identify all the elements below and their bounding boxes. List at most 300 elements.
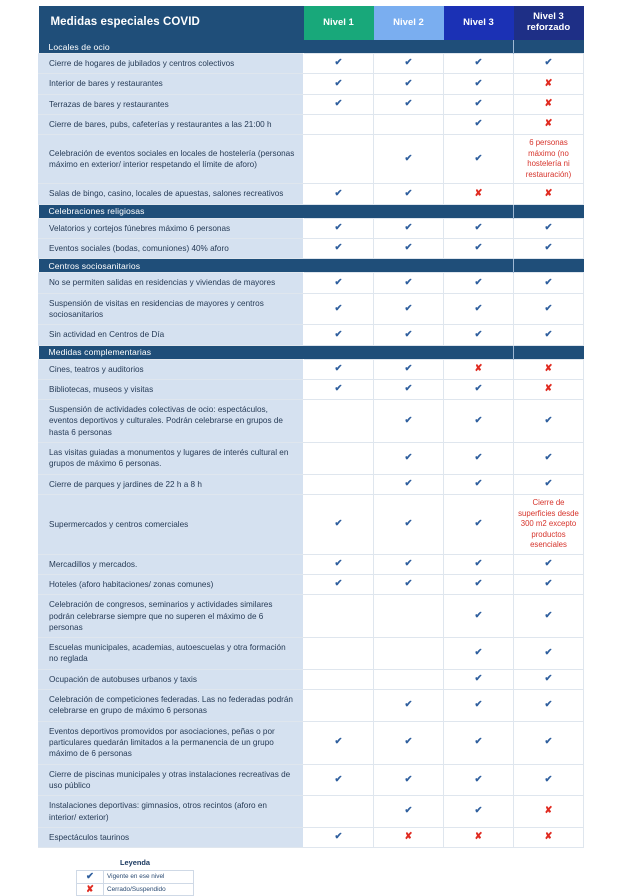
column-header-nivel-3: Nivel 3 [444, 6, 514, 40]
measure-value-cell [444, 474, 514, 494]
cell-text [517, 700, 580, 711]
measure-value-cell [514, 54, 584, 74]
measure-value-cell [374, 669, 444, 689]
check-icon: ✔ [334, 187, 343, 199]
cross-icon: ✘ [404, 831, 413, 843]
cell-text [377, 519, 440, 530]
check-icon: ✔ [334, 383, 343, 395]
cross-icon: ✘ [544, 383, 553, 395]
check-icon: ✔ [474, 518, 483, 530]
cell-text [307, 519, 370, 530]
measure-value-cell [374, 184, 444, 204]
measure-value-cell [304, 359, 374, 379]
measure-value-cell [514, 595, 584, 638]
section-title: Locales de ocio [39, 40, 514, 54]
measure-value-cell [374, 359, 444, 379]
check-icon: ✔ [404, 518, 413, 530]
table-body [39, 40, 584, 848]
measure-value-cell [374, 54, 444, 74]
check-icon: ✔ [404, 276, 413, 288]
cell-text [307, 189, 370, 200]
measure-value-cell [444, 184, 514, 204]
section-title: Centros sociosanitarios [39, 259, 514, 273]
table-row [39, 827, 584, 847]
measure-label: Eventos deportivos promovidos por asociaciones, peñas o por particulares quedarán limitados a la permanencia de un grupo máximo de 6 personas [39, 721, 304, 764]
check-icon: ✔ [544, 673, 553, 685]
cell-text [447, 579, 510, 590]
measure-value-cell [514, 74, 584, 94]
measure-value-cell [514, 400, 584, 443]
check-icon: ✔ [334, 276, 343, 288]
check-icon: ✔ [334, 557, 343, 569]
check-icon: ✔ [544, 414, 553, 426]
measure-label: Celebración de congresos, seminarios y actividades similares podrán celebrarse siempre que no superen el máximo de 6 personas [39, 595, 304, 638]
cell-text [447, 648, 510, 659]
measure-value-cell [304, 400, 374, 443]
measure-value-cell [444, 218, 514, 238]
measure-value-cell [514, 184, 584, 204]
measure-value-cell [444, 114, 514, 134]
check-icon: ✔ [544, 647, 553, 659]
measure-value-cell [304, 218, 374, 238]
check-icon: ✔ [544, 328, 553, 340]
cell-text [377, 700, 440, 711]
cell-text [447, 674, 510, 685]
measure-value-cell [514, 796, 584, 828]
measure-value-cell [374, 273, 444, 293]
measure-label: No se permiten salidas en residencias y viviendas de mayores [39, 273, 304, 293]
measure-value-cell [514, 443, 584, 475]
measure-value-cell [374, 595, 444, 638]
cell-text [377, 559, 440, 570]
measure-value-cell [514, 218, 584, 238]
measure-label: Suspensión de actividades colectivas de ocio: espectáculos, eventos deportivos y culturales. Podrán celebrarse en grupos de hasta 6 personas [39, 400, 304, 443]
section-header-row [39, 259, 584, 273]
measure-value-cell [444, 135, 514, 184]
measure-value-cell [374, 135, 444, 184]
table-row [39, 638, 584, 670]
cell-text [307, 364, 370, 375]
check-icon: ✔ [474, 452, 483, 464]
measure-value-cell [444, 495, 514, 555]
table-row [39, 574, 584, 594]
measure-value-cell [444, 54, 514, 74]
check-icon: ✔ [474, 773, 483, 785]
check-icon: ✔ [474, 302, 483, 314]
table-row [39, 690, 584, 722]
check-icon: ✔ [474, 414, 483, 426]
table-row [39, 796, 584, 828]
check-icon: ✔ [474, 276, 483, 288]
table-row [39, 443, 584, 475]
cell-text [447, 99, 510, 110]
measure-value-cell [514, 669, 584, 689]
measure-label: Ocupación de autobuses urbanos y taxis [39, 669, 304, 689]
measure-value-cell [374, 94, 444, 114]
cell-text [377, 189, 440, 200]
check-icon: ✔ [334, 57, 343, 69]
legend [76, 858, 194, 896]
check-icon: ✔ [474, 77, 483, 89]
section-header-row [39, 40, 584, 54]
measure-value-cell [514, 238, 584, 258]
column-header-nivel-2: Nivel 2 [374, 6, 444, 40]
measure-value-cell [374, 495, 444, 555]
cell-text [447, 154, 510, 165]
measure-value-cell [514, 94, 584, 114]
check-icon: ✔ [544, 276, 553, 288]
legend-row [77, 883, 194, 896]
measure-value-cell [444, 238, 514, 258]
cross-icon: ✘ [86, 883, 94, 895]
measure-value-cell [304, 325, 374, 345]
measure-label: Velatorios y cortejos fúnebres máximo 6 personas [39, 218, 304, 238]
check-icon: ✔ [474, 699, 483, 711]
measure-label: Interior de bares y restaurantes [39, 74, 304, 94]
measure-value-cell [304, 443, 374, 475]
measure-value-cell [514, 273, 584, 293]
check-icon: ✔ [404, 773, 413, 785]
table-row [39, 238, 584, 258]
measure-value-cell [304, 184, 374, 204]
check-icon: ✔ [334, 736, 343, 748]
measure-value-cell [374, 827, 444, 847]
check-icon: ✔ [404, 578, 413, 590]
cross-icon: ✘ [544, 831, 553, 843]
table-row [39, 325, 584, 345]
measure-value-cell [514, 114, 584, 134]
table-row [39, 721, 584, 764]
section-band-spacer [514, 345, 584, 359]
measure-value-cell [374, 293, 444, 325]
legend-label: Vigente en ese nivel [104, 871, 194, 884]
table-row [39, 495, 584, 555]
measure-value-cell [304, 54, 374, 74]
measure-value-cell [304, 669, 374, 689]
cell-text [377, 154, 440, 165]
table-header [39, 6, 584, 40]
measure-value-cell [444, 325, 514, 345]
check-icon: ✔ [474, 383, 483, 395]
measure-value-cell [304, 474, 374, 494]
check-icon: ✔ [334, 77, 343, 89]
check-icon: ✔ [544, 302, 553, 314]
cell-text: 6 personas máximo (no hostelería ni restauración) [525, 138, 572, 179]
measure-value-cell [374, 721, 444, 764]
measure-value-cell [444, 379, 514, 399]
check-icon: ✔ [404, 57, 413, 69]
table-row [39, 764, 584, 796]
measure-label: Salas de bingo, casino, locales de apuestas, salones recreativos [39, 184, 304, 204]
measure-label: Hoteles (aforo habitaciones/ zonas comunes) [39, 574, 304, 594]
measure-value-cell [304, 114, 374, 134]
table-row [39, 74, 584, 94]
measure-value-cell [304, 293, 374, 325]
measure-label: Las visitas guiadas a monumentos y lugares de interés cultural en grupos de máximo 6 personas. [39, 443, 304, 475]
measure-value-cell [514, 474, 584, 494]
table-row [39, 273, 584, 293]
table-row [39, 379, 584, 399]
measure-value-cell [444, 669, 514, 689]
measure-value-cell [514, 293, 584, 325]
check-icon: ✔ [474, 242, 483, 254]
section-title: Medidas complementarias [39, 345, 514, 359]
check-icon: ✔ [404, 153, 413, 165]
measure-label: Cierre de piscinas municipales y otras instalaciones recreativas de uso público [39, 764, 304, 796]
cross-icon: ✘ [544, 118, 553, 130]
measure-value-cell [304, 764, 374, 796]
check-icon: ✔ [474, 98, 483, 110]
cross-icon: ✘ [474, 362, 483, 374]
measure-value-cell [444, 554, 514, 574]
table-row [39, 669, 584, 689]
cell-text [377, 364, 440, 375]
check-icon: ✔ [404, 187, 413, 199]
measure-value-cell [514, 764, 584, 796]
measure-value-cell [444, 443, 514, 475]
measure-value-cell [374, 400, 444, 443]
check-icon: ✔ [474, 153, 483, 165]
page-title: Medidas especiales COVID [39, 6, 304, 40]
measure-value-cell [514, 554, 584, 574]
measure-value-cell [444, 796, 514, 828]
legend-row [77, 871, 194, 884]
check-icon: ✔ [544, 242, 553, 254]
measure-value-cell [514, 690, 584, 722]
measure-value-cell [444, 293, 514, 325]
measure-label: Sin actividad en Centros de Día [39, 325, 304, 345]
measure-value-cell [304, 135, 374, 184]
measure-value-cell [374, 379, 444, 399]
section-band-spacer [514, 40, 584, 54]
measure-value-cell [304, 238, 374, 258]
cell-text [447, 559, 510, 570]
legend-symbol [77, 883, 104, 896]
measure-value-cell [304, 554, 374, 574]
check-icon: ✔ [544, 699, 553, 711]
measure-value-cell [444, 595, 514, 638]
section-header-row [39, 345, 584, 359]
measure-value-cell [304, 721, 374, 764]
table-row [39, 135, 584, 184]
measure-value-cell [374, 325, 444, 345]
check-icon: ✔ [404, 362, 413, 374]
check-icon: ✔ [404, 77, 413, 89]
measure-value-cell [304, 574, 374, 594]
cell-text [307, 79, 370, 90]
measure-value-cell [304, 495, 374, 555]
table-row [39, 54, 584, 74]
measure-value-cell [374, 114, 444, 134]
cell-text [517, 559, 580, 570]
table-row [39, 114, 584, 134]
cell-text [377, 806, 440, 817]
cell-text [307, 579, 370, 590]
check-icon: ✔ [404, 736, 413, 748]
measure-value-cell [304, 379, 374, 399]
check-icon: ✔ [544, 222, 553, 234]
table-row [39, 400, 584, 443]
check-icon: ✔ [474, 673, 483, 685]
check-icon: ✔ [334, 518, 343, 530]
measure-value-cell [444, 359, 514, 379]
table-row [39, 474, 584, 494]
measure-value-cell [304, 595, 374, 638]
measure-value-cell [444, 574, 514, 594]
measure-label: Supermercados y centros comerciales [39, 495, 304, 555]
check-icon: ✔ [474, 736, 483, 748]
cell-text [447, 384, 510, 395]
cell-text [307, 559, 370, 570]
measure-value-cell [374, 574, 444, 594]
measure-label: Bibliotecas, museos y visitas [39, 379, 304, 399]
section-title: Celebraciones religiosas [39, 204, 514, 218]
measure-value-cell [444, 690, 514, 722]
measure-value-cell [374, 74, 444, 94]
measure-value-cell [444, 273, 514, 293]
measure-value-cell [304, 796, 374, 828]
check-icon: ✔ [474, 557, 483, 569]
measure-label: Celebración de eventos sociales en locales de hostelería (personas máximo en exterior/ interior respetando el límite de aforo) [39, 135, 304, 184]
check-icon: ✔ [334, 328, 343, 340]
check-icon: ✔ [334, 362, 343, 374]
check-icon: ✔ [544, 578, 553, 590]
legend-title: Leyenda [120, 858, 150, 868]
check-icon: ✔ [404, 98, 413, 110]
cross-icon: ✘ [474, 831, 483, 843]
check-icon: ✔ [404, 222, 413, 234]
measure-label: Cierre de parques y jardines de 22 h a 8 h [39, 474, 304, 494]
table-row [39, 359, 584, 379]
measure-value-cell [514, 638, 584, 670]
measure-value-cell [374, 764, 444, 796]
measure-value-cell [444, 827, 514, 847]
check-icon: ✔ [404, 242, 413, 254]
table-row [39, 184, 584, 204]
measure-value-cell [514, 135, 584, 184]
check-icon: ✔ [334, 831, 343, 843]
cell-text: Cierre de superficies desde 300 m2 excepto productos esenciales [518, 498, 579, 550]
cell-text [377, 79, 440, 90]
check-icon: ✔ [544, 557, 553, 569]
table-row [39, 94, 584, 114]
table-row [39, 554, 584, 574]
measure-value-cell [514, 495, 584, 555]
measure-value-cell [304, 827, 374, 847]
check-icon: ✔ [404, 414, 413, 426]
cross-icon: ✘ [474, 187, 483, 199]
check-icon: ✔ [334, 98, 343, 110]
check-icon: ✔ [544, 773, 553, 785]
legend-table [76, 870, 194, 896]
check-icon: ✔ [334, 222, 343, 234]
measure-value-cell [514, 325, 584, 345]
measure-label: Cierre de hogares de jubilados y centros colectivos [39, 54, 304, 74]
check-icon: ✔ [544, 452, 553, 464]
measure-value-cell [514, 379, 584, 399]
cell-text [307, 384, 370, 395]
measure-label: Eventos sociales (bodas, comuniones) 40% aforo [39, 238, 304, 258]
measure-value-cell [514, 359, 584, 379]
cell-text [307, 832, 370, 843]
check-icon: ✔ [404, 452, 413, 464]
measure-value-cell [304, 74, 374, 94]
table-row [39, 595, 584, 638]
check-icon: ✔ [404, 557, 413, 569]
check-icon: ✔ [404, 805, 413, 817]
section-band-spacer [514, 259, 584, 273]
measure-label: Espectáculos taurinos [39, 827, 304, 847]
measure-value-cell [514, 721, 584, 764]
measure-value-cell [374, 443, 444, 475]
section-band-spacer [514, 204, 584, 218]
measure-value-cell [444, 94, 514, 114]
check-icon: ✔ [474, 647, 483, 659]
covid-measures-table [38, 6, 584, 848]
cell-text [447, 700, 510, 711]
column-header-nivel-1: Nivel 1 [304, 6, 374, 40]
check-icon: ✔ [334, 773, 343, 785]
cell-text [377, 579, 440, 590]
check-icon: ✔ [474, 118, 483, 130]
check-icon: ✔ [404, 383, 413, 395]
check-icon: ✔ [474, 609, 483, 621]
check-icon: ✔ [544, 478, 553, 490]
check-icon: ✔ [474, 328, 483, 340]
check-icon: ✔ [86, 871, 94, 883]
check-icon: ✔ [474, 478, 483, 490]
measure-value-cell [444, 400, 514, 443]
check-icon: ✔ [544, 609, 553, 621]
measure-label: Instalaciones deportivas: gimnasios, otros recintos (aforo en interior/ exterior) [39, 796, 304, 828]
measure-value-cell [374, 218, 444, 238]
cross-icon: ✘ [544, 805, 553, 817]
check-icon: ✔ [544, 736, 553, 748]
measure-value-cell [374, 796, 444, 828]
measure-value-cell [514, 574, 584, 594]
measure-label: Terrazas de bares y restaurantes [39, 94, 304, 114]
measure-value-cell [304, 94, 374, 114]
legend-symbol [77, 871, 104, 884]
cell-text [447, 79, 510, 90]
cell-text [517, 674, 580, 685]
cell-text [377, 99, 440, 110]
measure-value-cell [304, 638, 374, 670]
table-row [39, 293, 584, 325]
check-icon: ✔ [404, 478, 413, 490]
check-icon: ✔ [404, 699, 413, 711]
check-icon: ✔ [334, 242, 343, 254]
check-icon: ✔ [474, 222, 483, 234]
section-header-row [39, 204, 584, 218]
measure-value-cell [444, 638, 514, 670]
measure-value-cell [304, 690, 374, 722]
check-icon: ✔ [474, 578, 483, 590]
measure-value-cell [374, 474, 444, 494]
measure-value-cell [514, 827, 584, 847]
column-header-nivel-3-reforzado: Nivel 3 reforzado [514, 6, 584, 40]
cell-text [517, 648, 580, 659]
measure-value-cell [444, 721, 514, 764]
cross-icon: ✘ [544, 77, 553, 89]
table-row [39, 218, 584, 238]
cell-text [377, 384, 440, 395]
measure-value-cell [374, 238, 444, 258]
check-icon: ✔ [334, 578, 343, 590]
cross-icon: ✘ [544, 98, 553, 110]
cell-text [447, 806, 510, 817]
measure-value-cell [374, 638, 444, 670]
